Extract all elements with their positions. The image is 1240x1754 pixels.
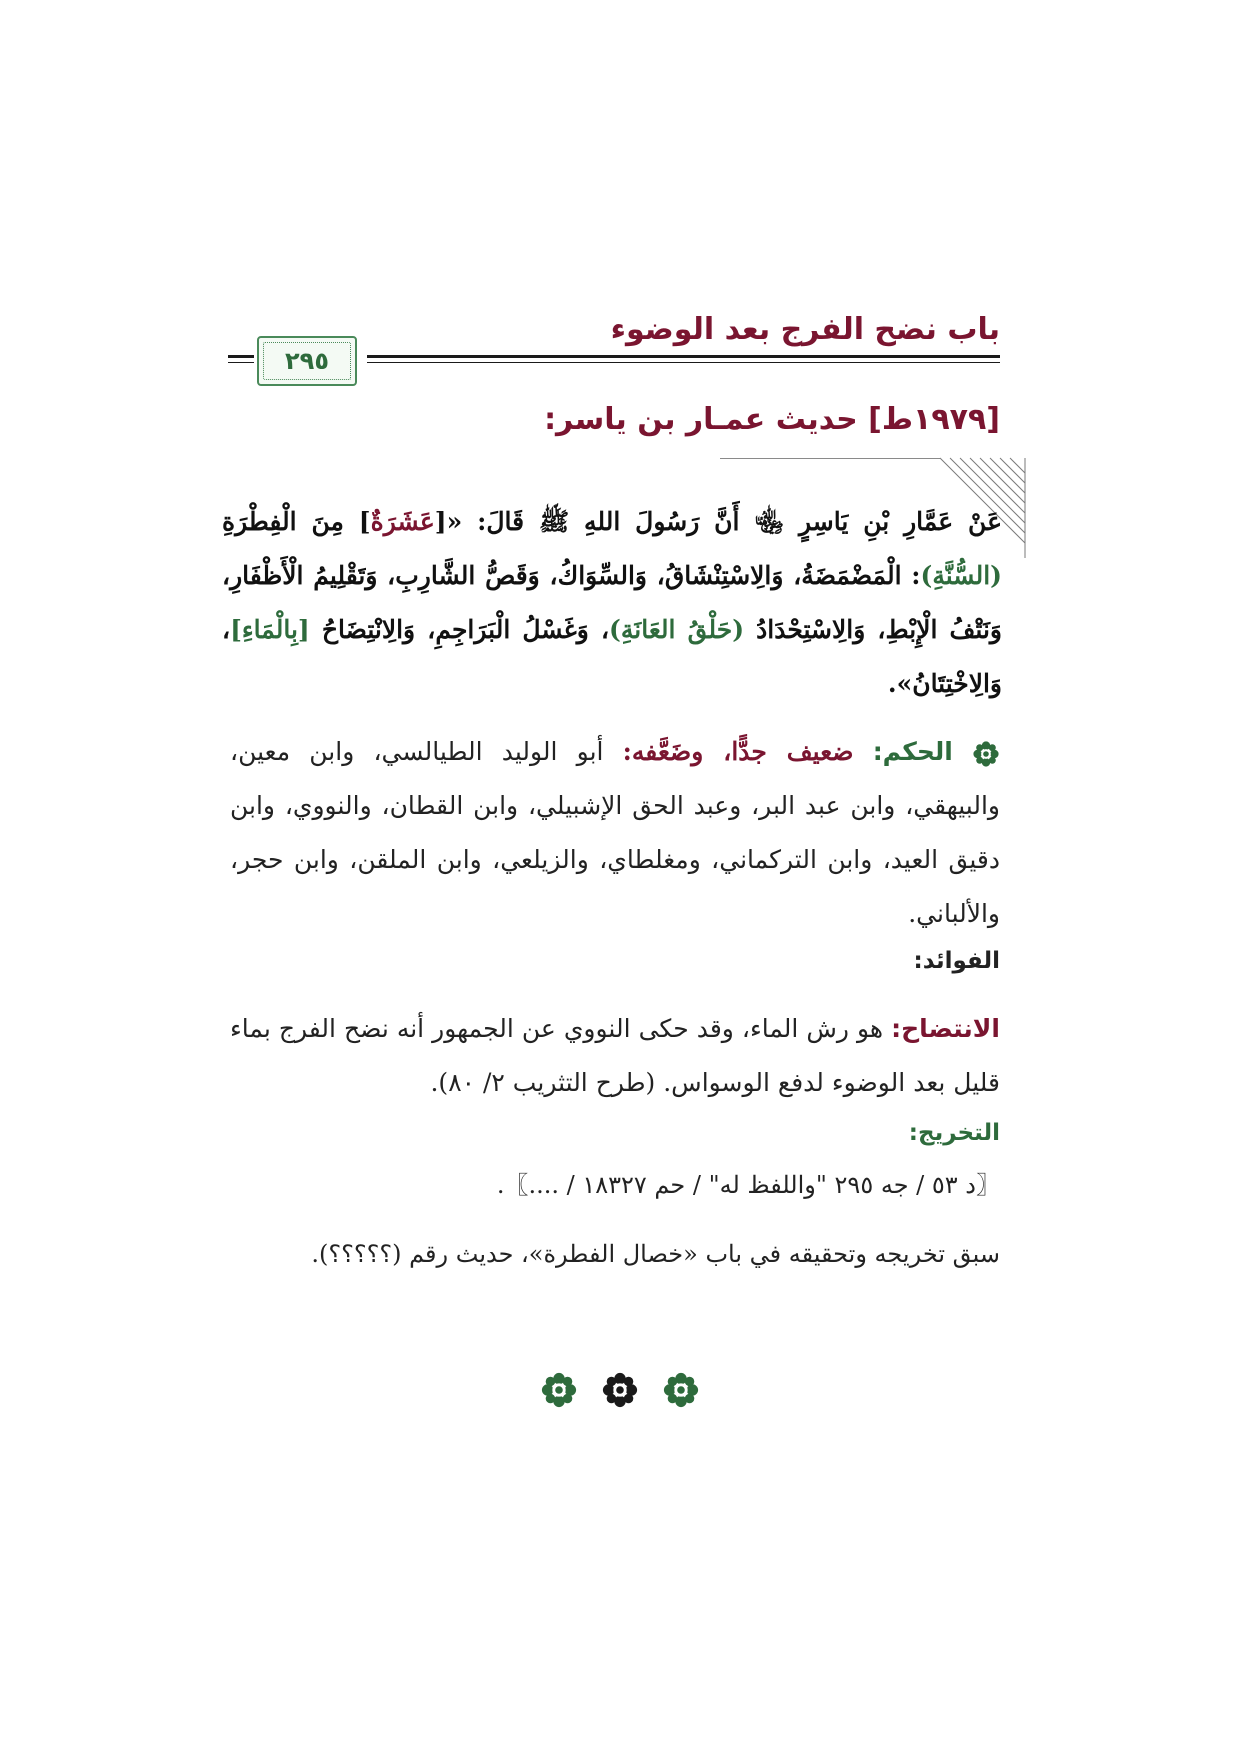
benefits-text: هو رش الماء، وقد حكى النووي عن الجمهور أنه نضح الفرج بماء قليل بعد الوضوء لدفع الوسواس. (طرح التثريب ٢/ ٨٠). [230,1014,1000,1097]
ornament-flower-icon [540,1371,578,1409]
benefits-label: الفوائد: [913,948,1000,974]
benefits-term: الانتضاح: [891,1014,1000,1043]
judgment-label: الحكم: [872,737,953,766]
corner-rule [720,458,940,459]
takhrij-note: سبق تخريجه وتحقيقه في باب «خصال الفطرة»، حديث رقم (؟؟؟؟؟). [311,1240,1000,1268]
hadith-body-3: ، وَالِاخْتِتَانُ». [222,615,1002,698]
hadith-bracket-ten: عَشَرَةٌ [370,507,435,536]
header-rule-left [228,355,254,358]
hadith-sunna: (السُّنَّةِ) [920,561,1002,590]
chapter-title: باب نضح الفرج بعد الوضوء [610,312,1000,347]
ornament-flower-icon [972,740,1000,768]
hadith-after-ten: ] مِنَ الْفِطْرَةِ [222,507,371,536]
header-rule-left-thin [228,362,254,363]
section-end-ornaments [540,1370,700,1410]
hadith-text [222,495,1002,711]
judgment-paragraph [230,725,1000,941]
judgment-value: ضعيف جدًّا، وضَعَّفه: [622,737,854,766]
hadith-body-2: ، وَغَسْلُ الْبَرَاجِمِ، وَالِانْتِضَاحُ [309,615,610,644]
hadith-halq: (حَلْقُ العَانَةِ) [609,615,745,644]
hadith-body-1: : الْمَضْمَضَةُ، وَالِاسْتِنْشَاقُ، وَالسِّوَاكُ، وَقَصُّ الشَّارِبِ، وَتَقْلِيمُ الْأَظْفَارِ، وَنَتْفُ الْإِبْطِ، وَالِاسْتِحْدَادُ [222,561,1002,644]
page-number-box [257,336,357,386]
header-rule-thin [367,362,1000,363]
ornament-flower-icon [601,1371,639,1409]
ornament-flower-icon [662,1371,700,1409]
takhrij-refs: 〖د ٥٣ / جه ٢٩٥ "واللفظ له" / حم ١٨٣٢٧ / ....〗. [496,1171,1000,1199]
takhrij-label: التخريج: [908,1120,1000,1146]
benefits-paragraph [230,1002,1000,1110]
hadith-title: [١٩٧٩ط] حديث عمـار بن ياسر: [544,402,1000,437]
hadith-intro: عَنْ عَمَّارِ بْنِ يَاسِرٍ ﵄ أَنَّ رَسُولَ اللهِ ﷺ قَالَ: «[ [434,507,1002,536]
header-rule [367,355,1000,358]
judgment-text: أبو الوليد الطيالسي، وابن معين، والبيهقي، وابن عبد البر، وعبد الحق الإشبيلي، وابن القطان، والنووي، وابن دقيق العيد، وابن التركماني، ومغلطاي، والزيلعي، وابن الملقن، وابن حجر، والألباني. [230,737,1000,928]
page-number: ٢٩٥ [285,347,329,375]
hadith-bilmaa: [بِالْمَاءِ] [230,615,310,644]
